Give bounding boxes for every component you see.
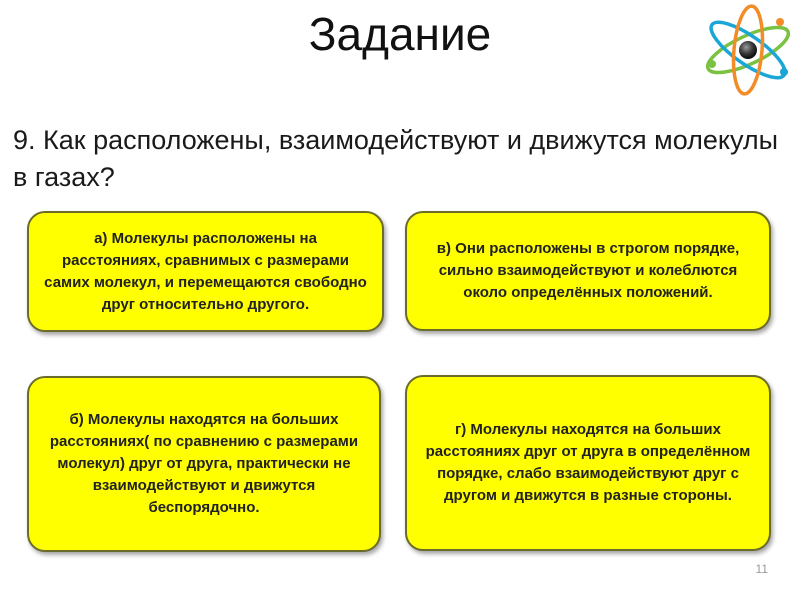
- answer-option-g[interactable]: [405, 375, 771, 551]
- answer-option-v[interactable]: [405, 211, 771, 331]
- answer-option-v-text: в) Они расположены в строгом порядке, сильно взаимодействуют и колеблются около определённых положений.: [436, 240, 740, 301]
- slide-title: Задание: [308, 8, 492, 60]
- answer-option-a[interactable]: [27, 211, 384, 332]
- answer-option-a-text: а) Молекулы расположены на расстояниях, сравнимых с размерами самих молекул, и перемещаются свободно друг относительно другого.: [44, 229, 367, 313]
- answer-option-b[interactable]: [27, 376, 381, 552]
- atom-icon: [700, 2, 796, 98]
- answer-option-b-text: б) Молекулы находятся на больших расстояниях( по сравнению с размерами молекул) друг от друга, практически не взаимодействуют и движутся беспорядочно.: [49, 411, 359, 516]
- question-text: 9. Как расположены, взаимодействуют и движутся молекулы в газах?: [13, 125, 779, 192]
- page-number: 11: [755, 562, 768, 576]
- answer-option-g-text: г) Молекулы находятся на больших расстояниях друг от друга в определённом порядке, слабо взаимодействуют друг с другом и движутся в разные стороны.: [425, 421, 751, 504]
